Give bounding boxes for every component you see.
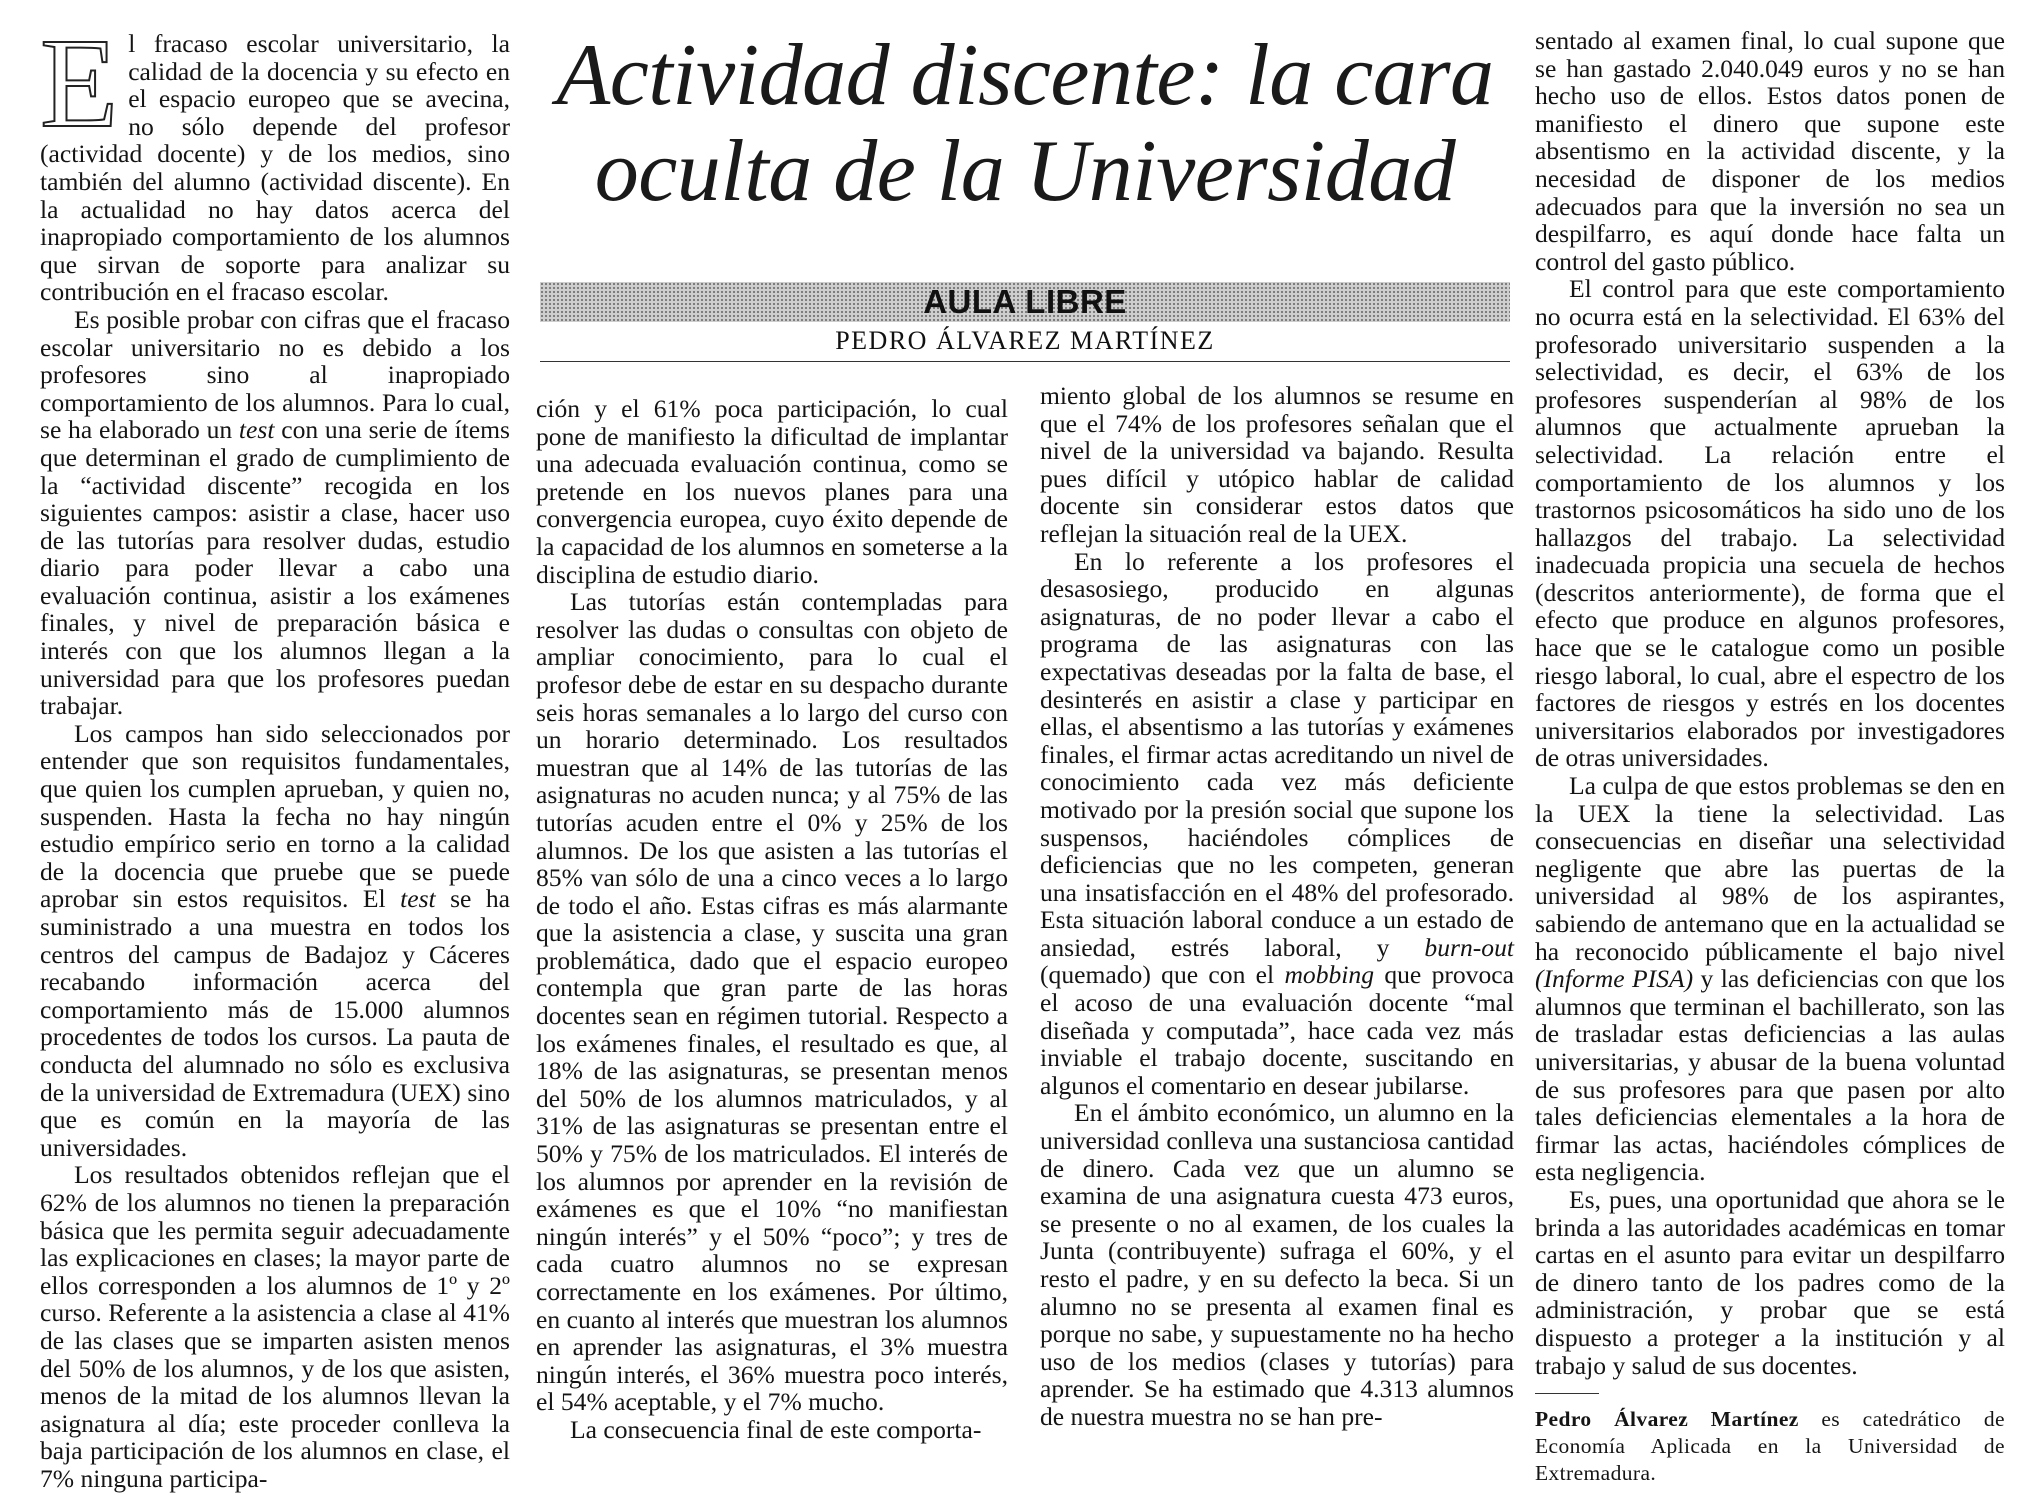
article-paragraph-6-continued: miento global de los alumnos se resume en que el 74% de los profesores señalan que el nivel de la universidad va bajando. Resulta pues difícil y utópico hablar de calidad docente sin considerar estos datos que reflejan la situación real de la UEX. [1040,381,1514,548]
headline-line-1: Actividad discente: la cara [556,27,1494,124]
article-column-1 [40,12,510,1493]
article-paragraph-9: El control para que este comportamiento no ocurra está en la selectividad. El 63% del profesorado universitario suspenden a la selectividad, es decir, el 63% de los profesores suspenderían al 98% de los alumnos que actualmente aprueban la selectividad. La relación entre el comportamiento de los alumnos y los trastornos psicosomáticos ha sido uno de los hallazgos del trabajo. La selectividad inadecuada propicia una secuela de hechos (descritos anteriormente), de forma que el efecto que produce en algunos profesores, hace que se le catalogue como un posible riesgo laboral, lo cual, abre el espectro de los factores de riesgos y estrés en los docentes universitarios elaborados por investigadores de otras universidades. [1535,274,2005,773]
article-paragraph-8-continued: sentado al examen final, lo cual supone que se han gastado 2.040.049 euros y no se han hecho uso de ellos. Estos datos ponen de manifiesto el dinero que supone este absentismo en la actividad discente, y la necesidad de disponer de los medios adecuados para que la inversión no sea un despilfarro, es aquí donde hace falta un control del gasto público. [1535,26,2005,276]
article-paragraph-3: Los campos han sido seleccionados por entender que son requisitos fundamentales, que quien los cumplen aprueban, y quien no, suspenden. Hasta la fecha no hay ningún estudio empírico serio en torno a la calidad de la docencia que pruebe que se puede aprobar sin estos requisitos. El test se ha suministrado a una muestra en todos los centros del campus de Badajoz y Cáceres recabando información acerca del comportamiento más de 15.000 alumnos procedentes de todos los cursos. La pauta de conducta del alumnado no sólo es exclusiva de la universidad de Extremadura (UEX) sino que es común en la mayoría de las universidades. [40,718,510,1162]
byline: PEDRO ÁLVAREZ MARTÍNEZ [835,326,1215,355]
bio-rule [1535,1393,1599,1394]
section-band [540,282,1510,322]
article-paragraph-1: El fracaso escolar universitario, la calidad de la docencia y su efecto en el espacio europeo que se avecina, no sólo depende del profesor (actividad docente) y de los medios, sino también del alumno (actividad discente). En la actualidad no hay datos acerca del inapropiado comportamiento de los alumnos que sirvan de soporte para analizar su contribución en el fracaso escolar. [40,12,510,307]
author-name: Pedro Álvarez Martínez [1535,1407,1799,1432]
byline-rule [540,361,1510,362]
article-paragraph-5: Las tutorías están contempladas para resolver las dudas o consultas con objeto de ampliar conocimiento, para lo cual el profesor debe de estar en su despacho durante seis horas semanales a lo largo del curso con un horario determinado. Los resultados muestran que al 14% de las tutorías de las asignaturas no acuden nunca; y al 75% de las tutorías acuden entre el 0% y 25% de los alumnos. De los que asisten a las tutorías el 85% van sólo de una a cinco veces a lo largo de todo el año. Estas cifras es más alarmante que la asistencia a clase, y suscita una gran problemática, dado que el espacio europeo contempla que gran parte de las horas docentes sean en régimen tutorial. Respecto a los exámenes finales, el resultado es que, al 18% de las asignaturas, se presentan menos del 50% de los alumnos matriculados, y al 31% de las asignaturas se presentan entre el 50% y 75% de los matriculados. El interés de los alumnos por aprender en la revisión de exámenes es que el 10% “no manifiestan ningún interés” y el 50% “poco”; y tres de cada cuatro alumnos no se expresan correctamente en los exámenes. Por último, en cuanto al interés que muestran los alumnos en aprender las asignaturas, el 3% muestra ningún interés, el 36% muestra poco interés, el 54% aceptable, y el 7% mucho. [536,587,1008,1417]
article-paragraph-6: La consecuencia final de este comporta- [570,1414,982,1444]
article-paragraph-11: Es, pues, una oportunidad que ahora se le brinda a las autoridades académicas en tomar cartas en el asunto para evitar un despilfarro de dinero tanto de los padres como de la administración, y probar que se está dispuesto a proteger a la institución y al trabajo y salud de sus docentes. [1535,1184,2005,1380]
article-paragraph-8: En el ámbito económico, un alumno en la universidad conlleva una sustanciosa cantidad de dinero. Cada vez que un alumno se examina de una asignatura cuesta 473 euros, se presente o no al examen, de los cuales la Junta (contribuyente) sufraga el 60%, y el resto el padre, y en su defecto la beca. Si un alumno no se presenta al examen final es porque no sabe, y supuestamente no ha hecho uso de los medios (clases y tutorías) para aprender. Se ha estimado que 4.313 alumnos de nuestra muestra no se han pre- [1040,1098,1514,1431]
author-bio: Pedro Álvarez Martínez es catedrático de Economía Aplicada en la Universidad de Extremadura. [1535,1407,2006,1486]
article-paragraph-4: Los resultados obtenidos reflejan que el 62% de los alumnos no tienen la preparación básica que les permita seguir adecuadamente las explicaciones en clases; la mayor parte de ellos corresponden a los alumnos de 1º y 2º curso. Referente a la asistencia a clase al 41% de las clases que se imparten asisten menos del 50% de los alumnos, y de los que asisten, menos de la mitad de los alumnos llevan la asignatura al día; este proceder conlleva la baja participación de los alumnos en clase, el 7% ninguna participa- [40,1160,510,1493]
article-column-4 [1535,27,2005,1487]
article-column-2 [536,395,1008,1444]
article-paragraph-10: La culpa de que estos problemas se den en la UEX la tiene la selectividad. Las consecuencias en diseñar una selectividad negligente que abre las puertas de la universidad al 98% de los aspirantes, sabiendo de antemano que en la actualidad se ha reconocido públicamente el bajo nivel (Informe PISA) y las deficiencias con que los alumnos que terminan el bachillerato, son las de trasladar estas deficiencias a las aulas universitarias, y abusar de la buena voluntad de sus profesores para que pasen por alto tales deficiencias elementales a la hora de firmar las actas, haciéndoles cómplices de esta negligencia. [1535,771,2005,1187]
article-column-3 [1040,382,1514,1431]
drop-cap: E [40,12,119,154]
article-paragraph-2: Es posible probar con cifras que el fracaso escolar universitario no es debido a los profesores sino al inapropiado comportamiento de los alumnos. Para lo cual, se ha elaborado un test con una serie de ítems que determinan el grado de cumplimiento de la “actividad discente” recogida en los siguientes campos: asistir a clase, hacer uso de las tutorías para resolver dudas, estudio diario para poder llevar a cabo una evaluación continua, asistir a los exámenes finales, y nivel de preparación básica e interés con que los alumnos llegan a la universidad para que los profesores puedan trabajar. [40,304,510,721]
article-paragraph-4-continued: ción y el 61% poca participación, lo cual pone de manifiesto la dificultad de implantar una adecuada evaluación continua, como se pretende en los nuevos planes para una convergencia europea, cuyo éxito depende de la capacidad de los alumnos en someterse a la disciplina de estudio diario. [536,394,1008,589]
headline-line-2: oculta de la Universidad [594,123,1456,220]
section-label: AULA LIBRE [923,283,1127,320]
article-paragraph-7: En lo referente a los profesores el desasosiego, producido en algunas asignaturas, de no poder llevar a cabo el programa de las asignaturas con las expectativas deseadas por la falta de base, el desinterés en asistir a clase y participar en ellas, el absentismo a las tutorías y exámenes finales, el firmar actas acreditando un nivel de conocimiento cada vez más deficiente motivado por la presión social que supone los suspensos, haciéndoles cómplices de deficiencias que no les competen, generan una insatisfacción en el 48% del profesorado. Esta situación laboral conduce a un estado de ansiedad, estrés laboral, y burn-out (quemado) que con el mobbing que provoca el acoso de una evaluación docente “mal diseñada y computada”, hace cada vez más inviable el trabajo docente, suscitando en algunos el comentario en desear jubilarse. [1040,546,1514,1100]
headline [540,28,1510,220]
